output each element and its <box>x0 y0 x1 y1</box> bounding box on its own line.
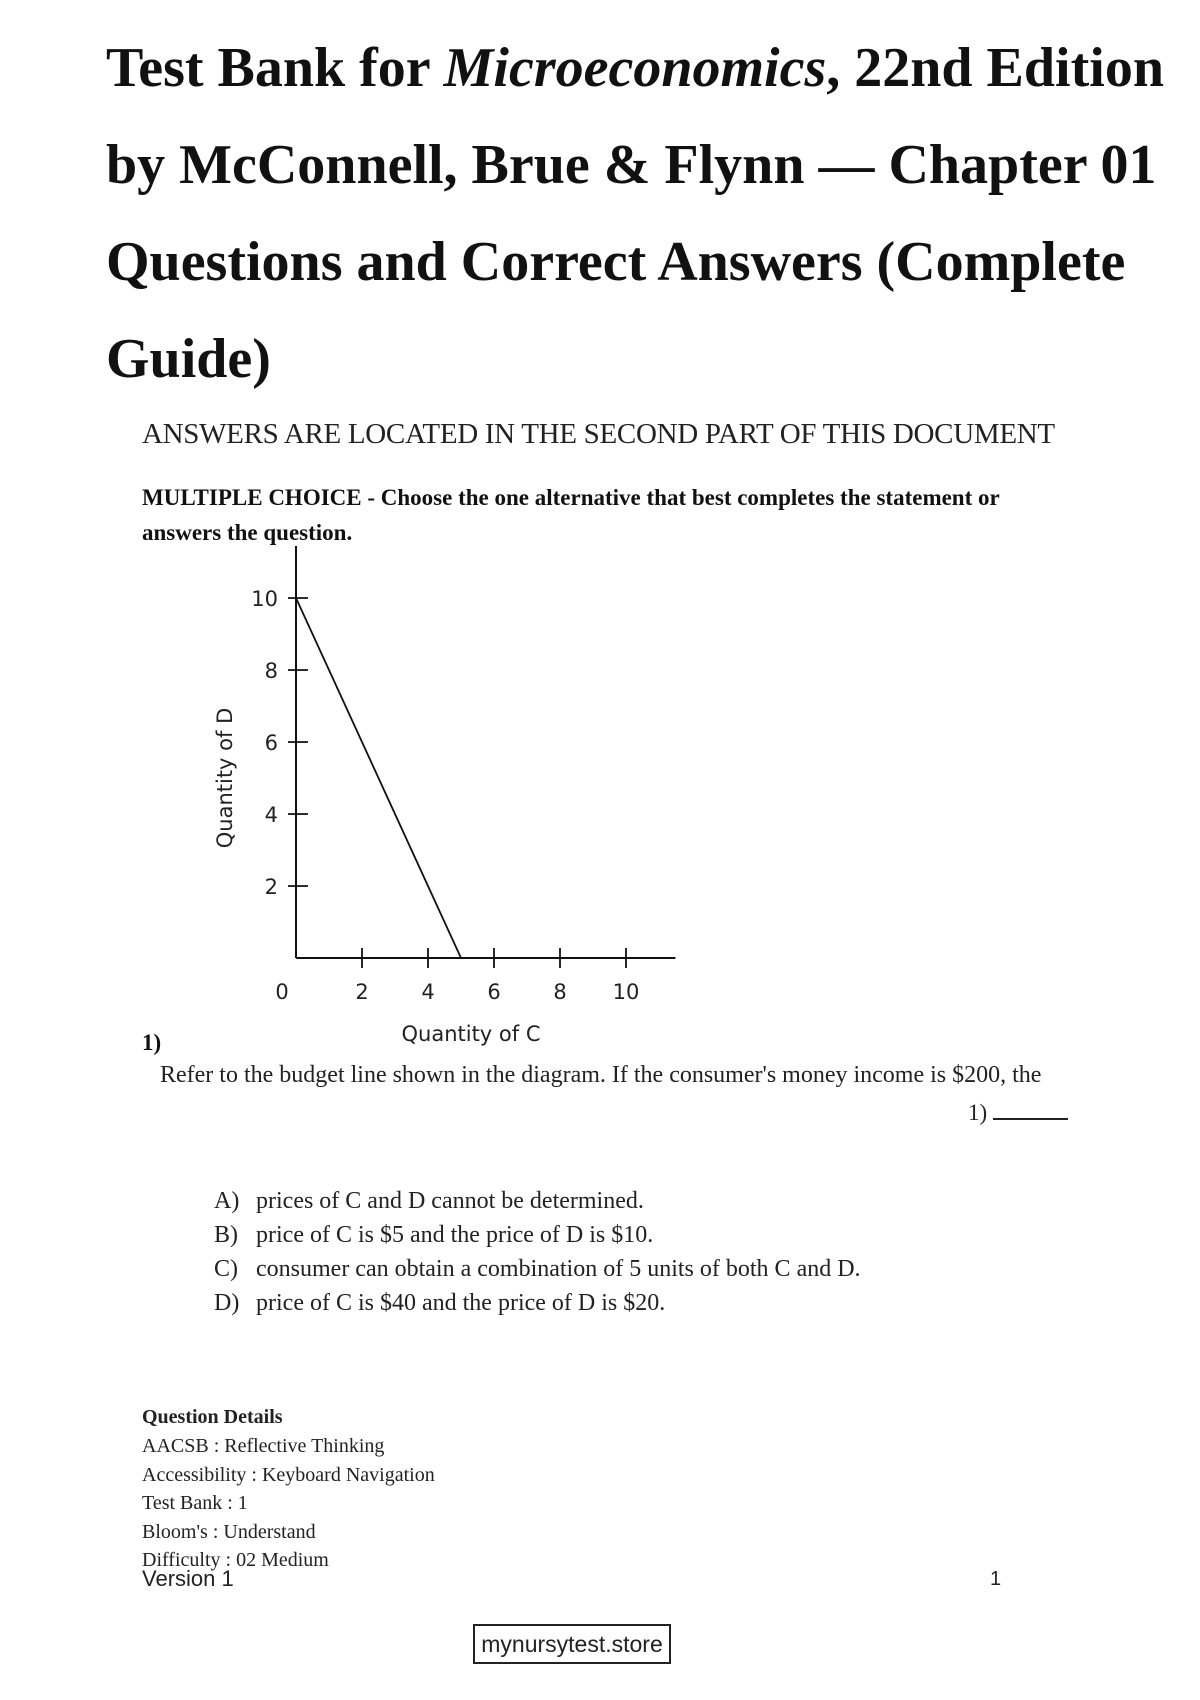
question-number: 1) <box>142 1030 162 1055</box>
option-d <box>214 1286 861 1320</box>
option-a <box>214 1184 861 1218</box>
answer-slot-label: 1) <box>968 1100 988 1125</box>
option-letter: D) <box>214 1290 240 1316</box>
details-test-bank: Test Bank : 1 <box>142 1492 248 1514</box>
details-heading: Question Details <box>142 1406 283 1428</box>
site-watermark-stamp: mynursytest.store <box>473 1624 671 1664</box>
instructions-line-1: MULTIPLE CHOICE - Choose the one alternative that best completes the statement or <box>142 485 1000 510</box>
x-tick-label-10: 10 <box>612 980 640 1004</box>
x-tick-label-8: 8 <box>553 980 567 1004</box>
y-tick-label-4: 4 <box>264 803 278 827</box>
option-b <box>214 1218 861 1252</box>
y-tick-label-2: 2 <box>264 875 278 899</box>
answers-location-note: ANSWERS ARE LOCATED IN THE SECOND PART OF THIS DOCUMENT <box>142 418 1055 450</box>
details-blooms: Bloom's : Understand <box>142 1520 316 1543</box>
details-difficulty: Difficulty : 02 Medium <box>142 1549 329 1571</box>
answer-options <box>214 1184 861 1320</box>
option-text: consumer can obtain a combination of 5 units of both C and D. <box>256 1256 861 1282</box>
details-aacsb: AACSB : Reflective Thinking <box>142 1435 385 1457</box>
version-label: Version 1 <box>142 1566 234 1591</box>
book-title: Microeconomics <box>443 37 827 99</box>
budget-line-series-0 <box>296 598 461 958</box>
option-text: price of C is $5 and the price of D is $10. <box>256 1222 654 1248</box>
question-text: Refer to the budget line shown in the diagram. If the consumer's money income is $200, the <box>160 1062 1042 1088</box>
option-letter: C) <box>214 1256 238 1282</box>
details-accessibility: Accessibility : Keyboard Navigation <box>142 1463 435 1486</box>
option-text: price of C is $40 and the price of D is $20. <box>256 1290 666 1316</box>
y-tick-label-6: 6 <box>264 731 278 755</box>
x-axis-label: Quantity of C <box>401 1022 541 1046</box>
answer-blank <box>993 1098 1068 1120</box>
title-line-1: Test Bank for Microeconomics, 22nd Edition <box>106 37 1164 99</box>
x-tick-label-4: 4 <box>421 980 435 1004</box>
title-line-2: by McConnell, Brue & Flynn — Chapter 01 <box>106 134 1157 196</box>
y-tick-label-10: 10 <box>251 587 278 611</box>
option-text: prices of C and D cannot be determined. <box>256 1188 644 1214</box>
chart-layer <box>213 546 676 1046</box>
question-details <box>142 1402 435 1575</box>
y-tick-label-8: 8 <box>264 659 278 683</box>
page-number: 1 <box>990 1568 1002 1590</box>
instructions-line-2: answers the question. <box>142 520 353 545</box>
y-axis-label: Quantity of D <box>213 707 237 849</box>
x-tick-label-0: 0 <box>275 980 289 1004</box>
x-tick-label-6: 6 <box>487 980 501 1004</box>
answer-slot <box>968 1098 1068 1126</box>
x-tick-label-2: 2 <box>355 980 369 1004</box>
option-letter: B) <box>214 1222 238 1248</box>
option-c <box>214 1252 861 1286</box>
title-line-3: Questions and Correct Answers (Complete <box>106 231 1126 293</box>
option-letter: A) <box>214 1188 240 1214</box>
title-line-4: Guide) <box>106 328 271 390</box>
